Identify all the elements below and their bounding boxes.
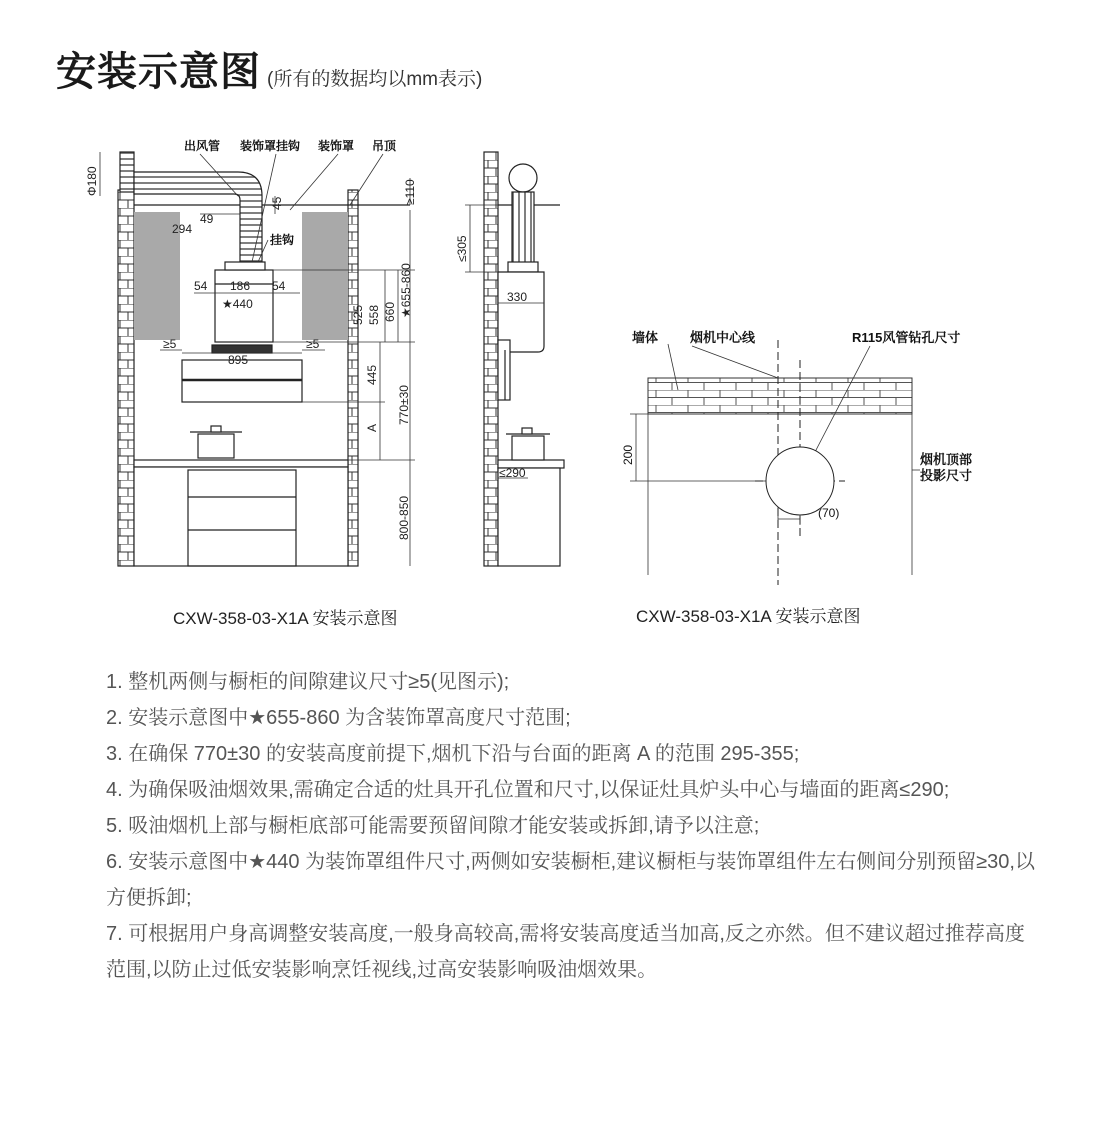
label-hole-size: R115风管钻孔尺寸 — [852, 330, 961, 345]
label-center-line: 烟机中心线 — [690, 330, 756, 345]
side-duct — [512, 192, 534, 264]
note-item: 7. 可根据用户身高调整安装高度,一般身高较高,需将安装高度适当加高,反之亦然。但不建议超过推荐高度范围,以防止过低安装影响烹饪视线,过高安装影响吸油烟效果。 — [106, 923, 1025, 981]
dim-660: 660 — [383, 301, 397, 322]
label-cover: 装饰罩 — [318, 139, 355, 153]
dim-A: A — [365, 423, 379, 432]
dim-110: ≥110 — [403, 179, 417, 205]
dim-5-left: ≥5 — [163, 337, 177, 351]
dim-200: 200 — [621, 444, 635, 465]
side-duct-top — [509, 164, 537, 192]
left-wall — [118, 190, 134, 566]
dim-895: 895 — [228, 353, 249, 367]
front-view — [100, 152, 415, 566]
dim-54-left: 54 — [194, 279, 208, 293]
duct-vertical-top — [120, 152, 134, 192]
hook-plate — [225, 262, 265, 270]
countertop — [134, 460, 348, 467]
dim-290: ≤290 — [499, 466, 526, 480]
note-item: 4. 为确保吸油烟效果,需确定合适的灶具开孔位置和尺寸,以保证灶具炉头中心与墙面的距离≤290; — [106, 779, 950, 801]
base-cabinet — [134, 467, 348, 566]
dim-770: 770±30 — [397, 385, 411, 425]
dim-655-860: ★655-860 — [399, 263, 413, 318]
dim-445: 445 — [365, 364, 379, 385]
pot — [198, 434, 234, 458]
note-item: 3. 在确保 770±30 的安装高度前提下,烟机下沿与台面的距离 A 的范围 295-355; — [106, 743, 800, 765]
side-view — [465, 152, 564, 566]
note-item: 6. 安装示意图中★440 为装饰罩组件尺寸,两侧如安装橱柜,建议橱柜与装饰罩组件左右侧间分别预留≥30,以方便拆卸; — [106, 851, 1035, 909]
label-projection-2: 投影尺寸 — [920, 468, 973, 483]
dim-294: 294 — [172, 222, 193, 236]
top-wall — [648, 378, 912, 414]
note-item: 1. 整机两侧与橱柜的间隙建议尺寸≥5(见图示); — [106, 671, 510, 693]
label-hook: 挂钩 — [270, 233, 295, 247]
notes-list — [106, 664, 1036, 988]
dim-5-right: ≥5 — [306, 337, 320, 351]
dim-440: ★440 — [222, 297, 253, 311]
title-subtitle: (所有的数据均以mm表示) — [267, 69, 483, 90]
dim-558: 558 — [367, 304, 381, 325]
dim-330: 330 — [507, 290, 528, 304]
dim-305: ≤305 — [455, 235, 469, 262]
title-main: 安装示意图 — [56, 50, 261, 94]
label-wall: 墙体 — [632, 330, 659, 345]
note-item: 5. 吸油烟机上部与橱柜底部可能需要预留间隙才能安装或拆卸,请予以注意; — [106, 815, 760, 837]
hood-panel — [212, 345, 272, 353]
dim-dia: Φ180 — [85, 166, 99, 196]
caption-front: CXW-358-03-X1A 安装示意图 — [173, 609, 398, 628]
caption-top: CXW-358-03-X1A 安装示意图 — [636, 607, 861, 626]
dim-800-850: 800-850 — [397, 495, 411, 540]
right-wall-edge — [348, 190, 358, 566]
top-view — [630, 340, 920, 585]
label-cover-hook: 装饰罩挂钩 — [240, 139, 301, 153]
note-item: 2. 安装示意图中★655-860 为含装饰罩高度尺寸范围; — [106, 707, 571, 729]
dim-70: (70) — [818, 506, 840, 520]
side-pot — [512, 436, 544, 460]
dim-45: 45 — [270, 196, 284, 210]
duct-hole-circle — [766, 447, 834, 515]
dim-54-right: 54 — [272, 279, 286, 293]
label-ceiling: 吊顶 — [372, 139, 397, 153]
dim-49: 49 — [200, 212, 214, 226]
upper-cabinet-right — [302, 212, 348, 340]
label-projection-1: 烟机顶部 — [920, 452, 973, 467]
label-duct: 出风管 — [184, 139, 221, 153]
dim-525: 525 — [351, 304, 365, 325]
dim-186: 186 — [230, 279, 251, 293]
side-wall — [484, 152, 498, 566]
